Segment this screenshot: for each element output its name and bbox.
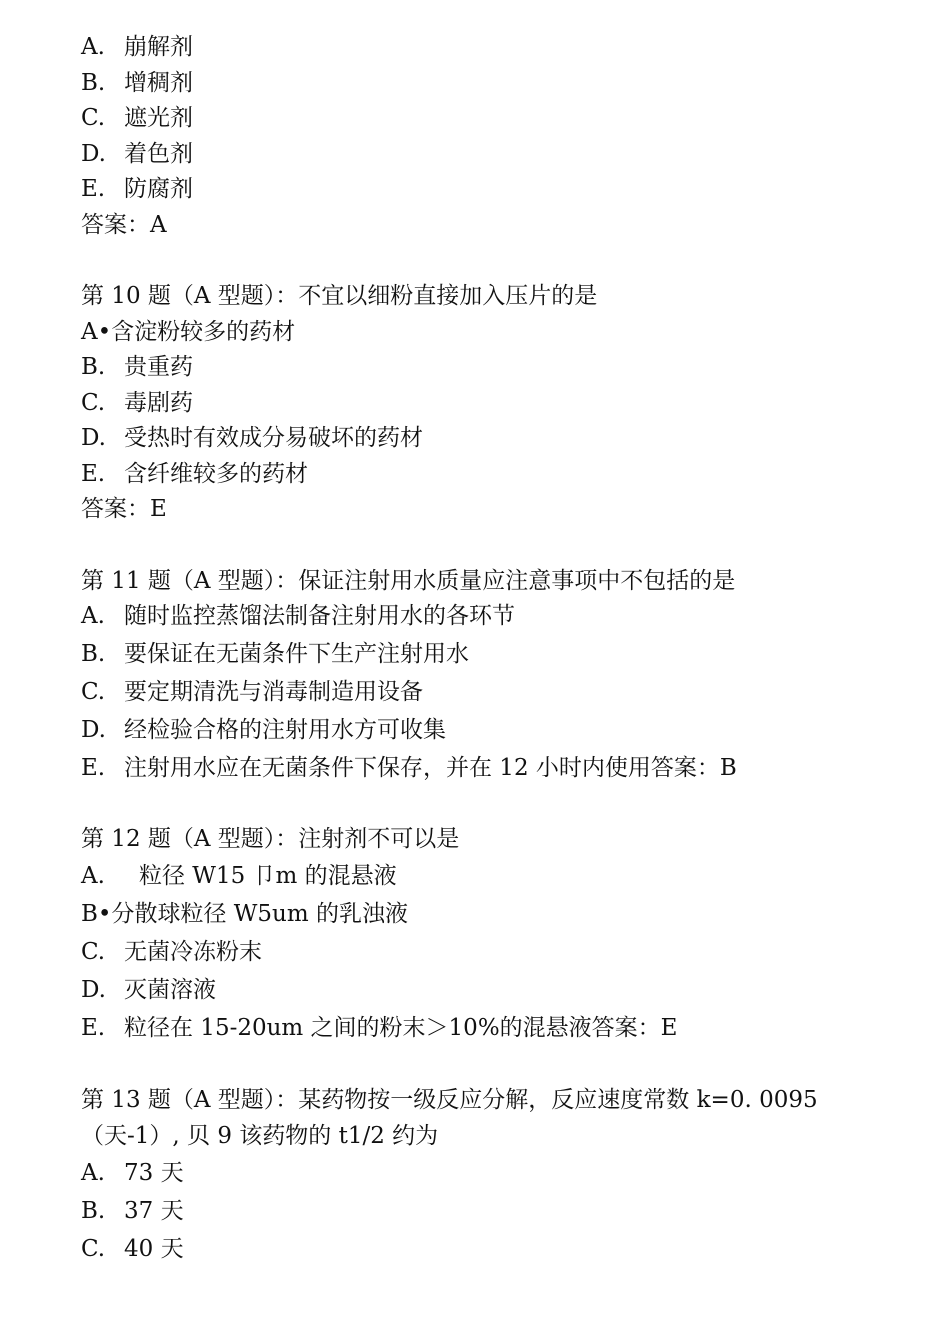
option-letter: C. bbox=[81, 939, 106, 965]
option-text: 粒径 W15 卩m 的混悬液 bbox=[139, 863, 397, 889]
option-letter: C. bbox=[81, 389, 106, 416]
option-b bbox=[81, 66, 881, 102]
option-e bbox=[81, 172, 881, 208]
option-c bbox=[81, 673, 881, 711]
option-letter: B. bbox=[81, 1198, 106, 1224]
question-13 bbox=[81, 1082, 881, 1268]
option-c bbox=[81, 386, 881, 422]
option-text: 增稠剂 bbox=[124, 69, 193, 96]
option-c bbox=[81, 101, 881, 137]
option-text: 着色剂 bbox=[124, 140, 193, 167]
option-text: 无菌冷冻粉末 bbox=[124, 939, 262, 965]
option-text: 贵重药 bbox=[124, 354, 193, 380]
option-a bbox=[81, 857, 881, 895]
question-title: 第 11 题（A 型题）：保证注射用水质量应注意事项中不包括的是 bbox=[81, 567, 736, 594]
option-e bbox=[81, 749, 881, 787]
question-title: 第 13 题（A 型题）：某药物按一级反应分解，反应速度常数 k=0. 0095（天-1）, 贝 9 该药物的 t1/2 约为 bbox=[81, 1087, 818, 1149]
question-title: 第 10 题（A 型题）：不宜以细粉直接加入压片的是 bbox=[81, 283, 598, 309]
option-text: 要保证在无菌条件下生产注射用水 bbox=[124, 640, 469, 667]
option-a bbox=[81, 1154, 881, 1192]
option-b bbox=[81, 350, 881, 386]
question-12 bbox=[81, 822, 881, 1048]
option-text: 遮光剂 bbox=[124, 105, 193, 131]
spacer bbox=[81, 1047, 881, 1082]
option-letter: E. bbox=[81, 176, 106, 202]
option-letter: E. bbox=[81, 1015, 106, 1041]
option-b: B•分散球粒径 W5um 的乳浊液 bbox=[81, 901, 408, 927]
option-e bbox=[81, 1009, 881, 1047]
option-text: 随时监控蒸馏法制备注射用水的各环节 bbox=[124, 603, 515, 629]
spacer bbox=[81, 787, 881, 822]
option-text: 40 天 bbox=[124, 1236, 184, 1262]
option-letter: A. bbox=[81, 603, 105, 629]
option-c bbox=[81, 933, 881, 971]
option-text: 粒径在 15-20um 之间的粉末＞10%的混悬液答案：E bbox=[124, 1015, 678, 1041]
option-d bbox=[81, 421, 881, 457]
option-text: 37 天 bbox=[124, 1198, 184, 1224]
option-letter: A. bbox=[81, 863, 105, 889]
spacer bbox=[81, 243, 881, 279]
question-10 bbox=[81, 279, 881, 528]
option-letter: C. bbox=[81, 105, 106, 131]
option-d bbox=[81, 137, 881, 173]
option-letter: B. bbox=[81, 354, 106, 380]
option-letter: C. bbox=[81, 1236, 106, 1262]
option-c bbox=[81, 1230, 881, 1268]
option-text: 注射用水应在无菌条件下保存，并在 12 小时内使用答案：B bbox=[124, 754, 737, 781]
question-9-options bbox=[81, 30, 881, 243]
option-e bbox=[81, 457, 881, 493]
option-letter: D. bbox=[81, 716, 106, 743]
option-text: 要定期清洗与消毒制造用设备 bbox=[124, 678, 423, 705]
option-letter: D. bbox=[81, 425, 106, 451]
document-page bbox=[81, 30, 881, 1268]
question-11 bbox=[81, 564, 881, 787]
option-b bbox=[81, 1192, 881, 1230]
option-text: 受热时有效成分易破坏的药材 bbox=[124, 425, 423, 451]
option-letter: A. bbox=[81, 34, 105, 60]
option-text: 经检验合格的注射用水方可收集 bbox=[124, 716, 446, 743]
option-text: 含纤维较多的药材 bbox=[124, 460, 308, 487]
option-letter: B. bbox=[81, 69, 106, 96]
option-a bbox=[81, 30, 881, 66]
option-letter: B. bbox=[81, 640, 106, 667]
answer-line: 答案：E bbox=[81, 496, 167, 522]
spacer bbox=[81, 528, 881, 564]
option-letter: D. bbox=[81, 977, 106, 1003]
option-letter: C. bbox=[81, 678, 106, 705]
option-d bbox=[81, 971, 881, 1009]
option-letter: A. bbox=[81, 1160, 105, 1186]
option-letter: D. bbox=[81, 140, 106, 167]
option-letter: E. bbox=[81, 754, 106, 781]
option-text: 防腐剂 bbox=[124, 176, 193, 202]
option-d bbox=[81, 711, 881, 749]
answer-line: 答案：A bbox=[81, 211, 167, 238]
option-text: 毒剧药 bbox=[124, 389, 193, 416]
option-text: 崩解剂 bbox=[124, 34, 193, 60]
option-a bbox=[81, 599, 881, 635]
question-title: 第 12 题（A 型题）：注射剂不可以是 bbox=[81, 825, 460, 852]
option-letter: E. bbox=[81, 460, 106, 487]
option-b bbox=[81, 635, 881, 673]
option-a: A•含淀粉较多的药材 bbox=[81, 318, 296, 345]
option-text: 灭菌溶液 bbox=[124, 977, 216, 1003]
option-text: 73 天 bbox=[124, 1160, 184, 1186]
